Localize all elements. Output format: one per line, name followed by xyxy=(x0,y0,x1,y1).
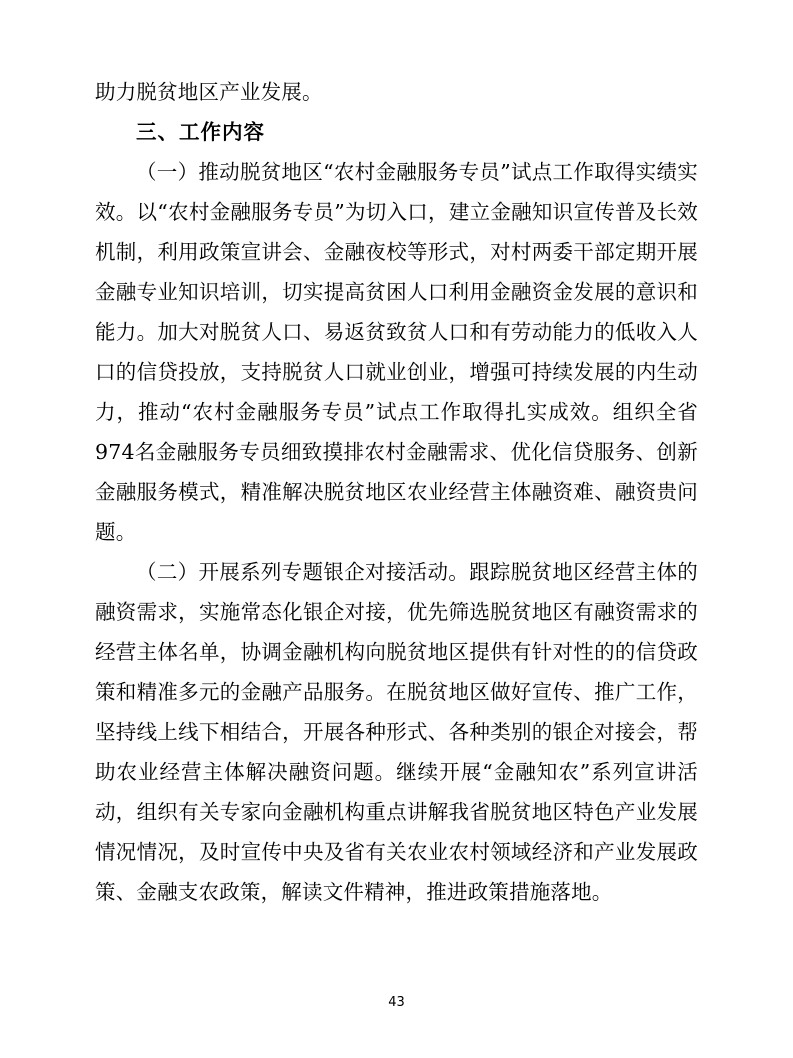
paragraph-item-one: （一）推动脱贫地区“农村金融服务专员”试点工作取得实绩实效。以“农村金融服务专员”为切入口，建立金融知识宣传普及长效机制，利用政策宣讲会、金融夜校等形式，对村两委干部定期开展金融专业知识培训，切实提高贫困人口利用金融资金发展的意识和能力。加大对脱贫人口、易返贫致贫人口和有劳动能力的低收入人口的信贷投放，支持脱贫人口就业创业，增强可持续发展的内生动力，推动“农村金融服务专员”试点工作取得扎实成效。组织全省974名金融服务专员细致摸排农村金融需求、优化信贷服务、创新金融服务模式，精准解决脱贫地区农业经营主体融资难、融资贵问题。 xyxy=(95,160,698,544)
paragraph-continuation: 助力脱贫地区产业发展。 xyxy=(95,80,323,104)
page-number: 43 xyxy=(388,995,405,1010)
section-heading: 三、工作内容 xyxy=(136,120,265,144)
document-body xyxy=(95,72,698,912)
paragraph-item-two: （二）开展系列专题银企对接活动。跟踪脱贫地区经营主体的融资需求，实施常态化银企对接，优先筛选脱贫地区有融资需求的经营主体名单，协调金融机构向脱贫地区提供有针对性的的信贷政策和精准多元的金融产品服务。在脱贫地区做好宣传、推广工作，坚持线上线下相结合，开展各种形式、各种类别的银企对接会，帮助农业经营主体解决融资问题。继续开展“金融知农”系列宣讲活动，组织有关专家向金融机构重点讲解我省脱贫地区特色产业发展情况情况，及时宣传中央及省有关农业农村领域经济和产业发展政策、金融支农政策，解读文件精神，推进政策措施落地。 xyxy=(95,560,698,904)
